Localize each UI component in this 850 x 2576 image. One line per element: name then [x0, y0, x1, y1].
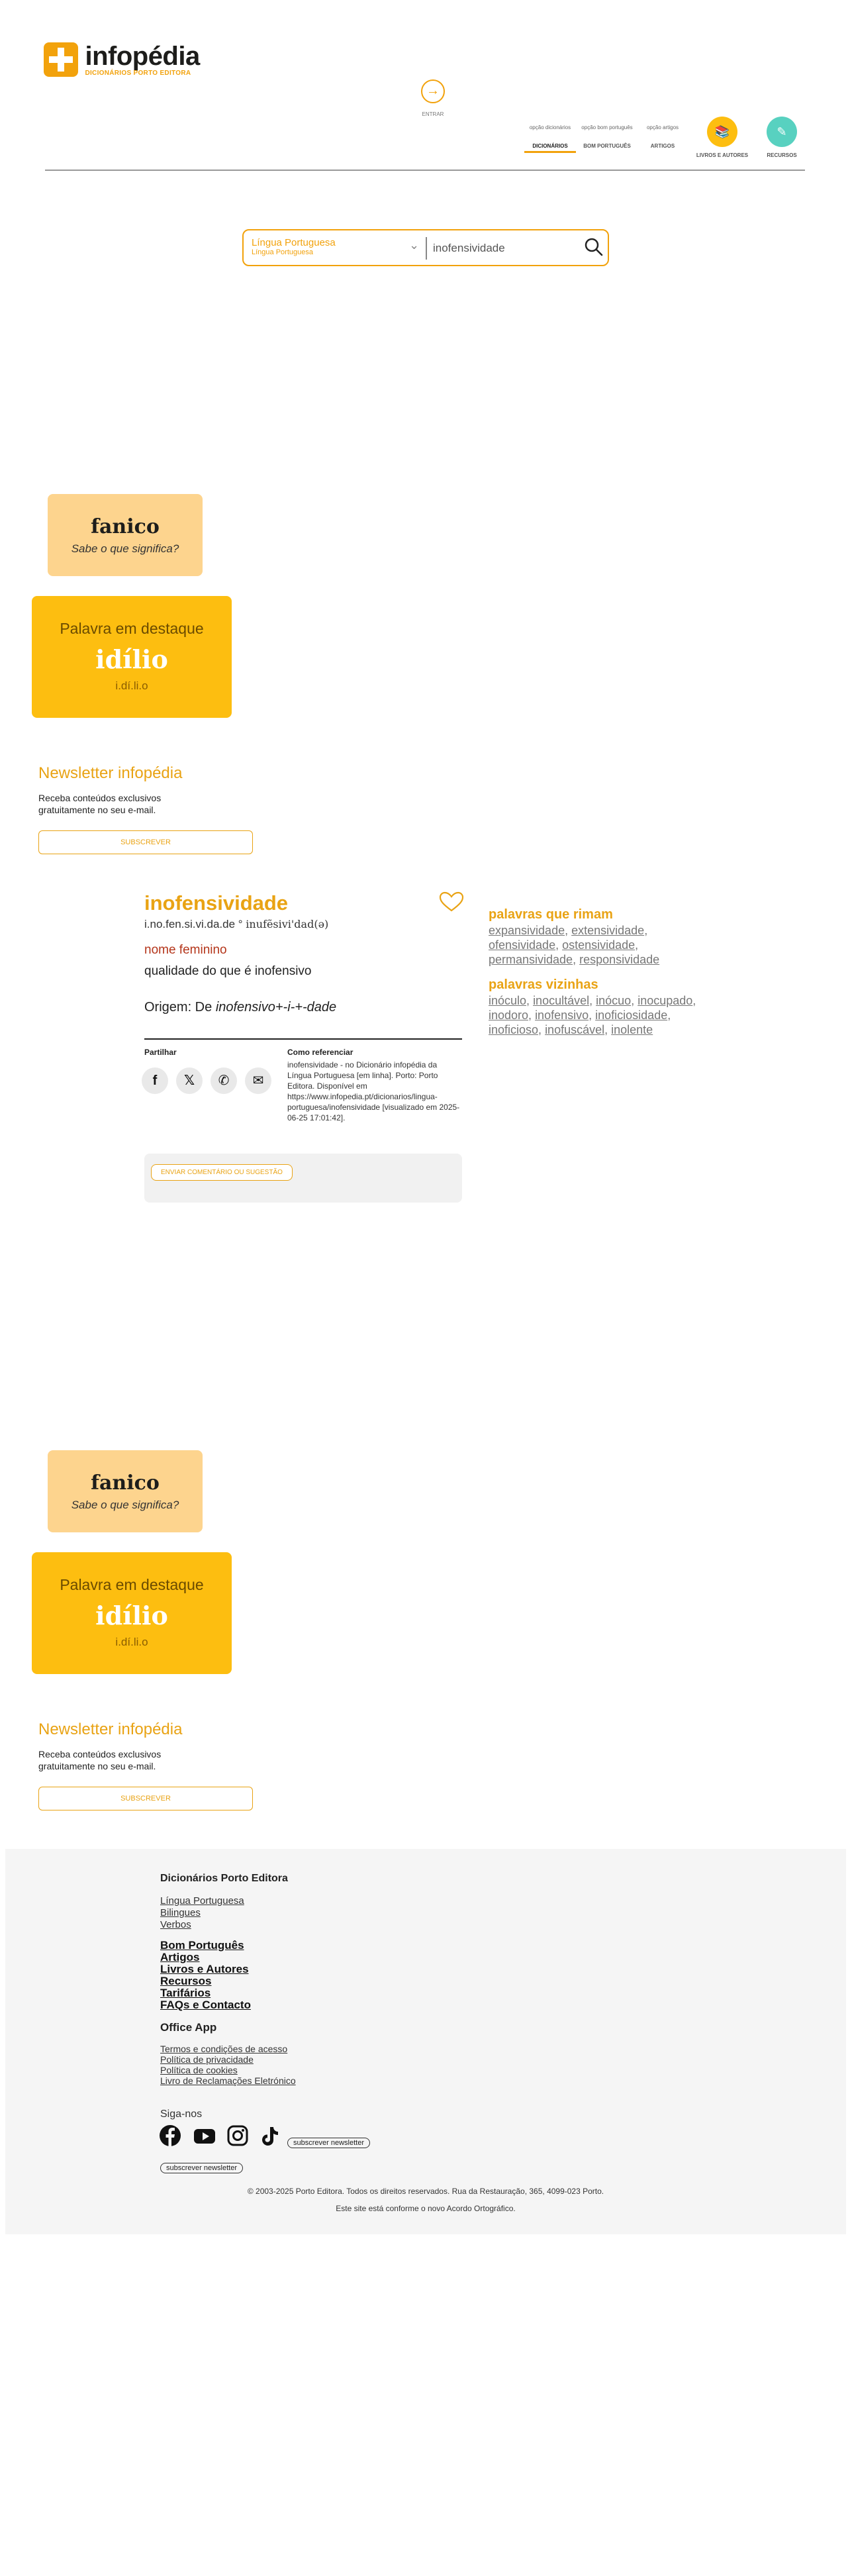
send-comment-button[interactable]: ENVIAR COMENTÁRIO OU SUGESTÃO [151, 1164, 293, 1181]
footer-link-cookies[interactable]: Política de cookies [160, 2065, 238, 2075]
logo[interactable] [44, 42, 200, 77]
neighbor-link[interactable]: inofuscável [545, 1023, 605, 1036]
quiz-word: fanico [91, 515, 160, 538]
highlight-title: Palavra em destaque [60, 620, 204, 637]
language-selected: Língua Portuguesa [252, 237, 336, 248]
orthography-note: Este site está conforme o novo Acordo Ortográfico. [336, 2204, 516, 2213]
highlight-word: idílio [95, 644, 168, 674]
articles-icon: opção artigos [646, 124, 679, 130]
tab-label: DICIONÁRIOS [524, 143, 576, 153]
tab-label: BOM PORTUGUÊS [583, 143, 631, 149]
neighbors-title: palavras vizinhas [489, 977, 598, 992]
dictionary-icon: opção dicionários [529, 124, 571, 130]
copyright: © 2003-2025 Porto Editora. Todos os direitos reservados. Rua da Restauração, 365, 4099-023 Porto. [247, 2187, 604, 2196]
email-icon[interactable]: ✉ [245, 1067, 271, 1094]
pronunciation: inufẽsivi'dad(ə) [246, 918, 329, 930]
bom-portugues-icon: opção bom português [581, 124, 633, 130]
footer-link-privacy[interactable]: Política de privacidade [160, 2054, 254, 2065]
rhyme-link[interactable]: expansividade [489, 924, 565, 937]
etymology-label: Origem: De [144, 1000, 212, 1015]
entry-headword: inofensividade [144, 891, 289, 915]
footer-link-tarifarios[interactable]: Tarifários [160, 1987, 211, 1999]
footer-link-bom-portugues[interactable]: Bom Português [160, 1939, 244, 1952]
chevron-down-icon[interactable]: ⌄ [409, 238, 420, 252]
grammatical-category: nome feminino [144, 943, 227, 957]
tab-dicionarios[interactable] [524, 124, 576, 153]
rhyme-link[interactable]: ofensividade [489, 938, 556, 952]
neighbor-link[interactable]: inóculo [489, 994, 527, 1007]
neighbor-link[interactable]: inofensivo [535, 1009, 589, 1022]
neighbor-link[interactable]: inocultável [533, 994, 590, 1007]
rhyme-link[interactable]: responsividade [579, 953, 660, 966]
heart-icon[interactable] [438, 891, 465, 913]
youtube-icon[interactable] [193, 2124, 216, 2147]
subscribe-button[interactable]: SUBSCREVER [38, 830, 253, 854]
definition: qualidade do que é inofensivo [144, 964, 312, 978]
highlight-title: Palavra em destaque [60, 1576, 204, 1593]
facebook-icon[interactable]: f [142, 1067, 168, 1094]
neighbor-link[interactable]: inodoro [489, 1009, 529, 1022]
footer-link-faqs[interactable]: FAQs e Contacto [160, 1999, 251, 2011]
nav-livros-autores[interactable]: LIVROS E AUTORES [696, 152, 749, 158]
quiz-prompt: Sabe o que significa? [71, 542, 179, 555]
entry-divider [144, 1038, 462, 1040]
tab-label: ARTIGOS [650, 143, 675, 149]
footer-link-livros-autores[interactable]: Livros e Autores [160, 1963, 249, 1975]
enter-label[interactable]: ENTRAR [422, 111, 444, 117]
instagram-icon[interactable] [226, 2124, 249, 2147]
neighbors-list: inóculo, inocultável, inócuo, inocupado, inodoro, inofensivo, inoficiosidade, inoficioso, inofuscável, inolente [489, 994, 696, 1036]
logo-cross-icon [44, 42, 78, 77]
header-divider [45, 170, 805, 171]
books-icon[interactable]: 📚 [707, 117, 737, 147]
footer-link-complaints[interactable]: Livro de Reclamações Eletrónico [160, 2075, 296, 2086]
search-separator [426, 237, 427, 260]
syllables: i.no.fen.si.vi.da.de [144, 918, 236, 930]
neighbor-link[interactable]: inoficioso [489, 1023, 539, 1036]
nav-recursos[interactable]: RECURSOS [767, 152, 797, 158]
newsletter-title: Newsletter infopédia [38, 764, 183, 782]
neighbor-link[interactable]: inoficiosidade [595, 1009, 668, 1022]
logo-subtitle: DICIONÁRIOS PORTO EDITORA [85, 69, 191, 77]
highlight-word-card[interactable] [32, 596, 232, 718]
tab-bom-portugues[interactable] [581, 124, 633, 149]
rhyme-link[interactable]: permansividade [489, 953, 573, 966]
footer-link-lingua-portuguesa[interactable]: Língua Portuguesa [160, 1895, 244, 1907]
neighbor-link[interactable]: inócuo [596, 994, 632, 1007]
highlight-syllables: i.dí.li.o [115, 1636, 148, 1648]
tab-artigos[interactable] [637, 124, 688, 149]
newsletter-text: Receba conteúdos exclusivos gratuitamente no seu e-mail. [38, 793, 162, 815]
highlight-word: idílio [95, 1601, 168, 1630]
newsletter-title: Newsletter infopédia [38, 1720, 183, 1738]
resources-icon[interactable]: ✎ [767, 117, 797, 147]
neighbor-link[interactable]: inocupado [638, 994, 693, 1007]
subscribe-newsletter-button[interactable]: subscrever newsletter [160, 2163, 243, 2173]
neighbor-link[interactable]: inolente [611, 1023, 653, 1036]
search-bar [242, 229, 609, 266]
highlight-syllables: i.dí.li.o [115, 679, 148, 692]
pronunciation-separator: ° [238, 918, 246, 930]
share-title: Partilhar [144, 1048, 177, 1057]
language-secondary: Língua Portuguesa [252, 248, 313, 256]
footer-link-artigos[interactable]: Artigos [160, 1951, 200, 1963]
syllabification [144, 918, 328, 931]
tiktok-icon[interactable] [258, 2124, 281, 2147]
subscribe-newsletter-link[interactable]: subscrever newsletter [287, 2138, 370, 2148]
footer-dict-title: Dicionários Porto Editora [160, 1873, 288, 1884]
footer-link-verbos[interactable]: Verbos [160, 1919, 191, 1930]
highlight-word-card[interactable] [32, 1552, 232, 1674]
rhyme-link[interactable]: ostensividade [562, 938, 636, 952]
search-icon[interactable] [583, 236, 605, 258]
comment-panel [144, 1154, 462, 1203]
rhymes-title: palavras que rimam [489, 907, 613, 922]
x-icon[interactable]: 𝕏 [176, 1067, 203, 1094]
word-quiz-card[interactable] [48, 1450, 203, 1532]
etymology-value: inofensivo+-i-+-dade [215, 1000, 337, 1015]
enter-icon[interactable]: → [421, 79, 445, 103]
follow-title: Siga-nos [160, 2108, 203, 2120]
logo-name: infopédia [85, 41, 200, 71]
reference-text: inofensividade - no Dicionário infopédia da Língua Portuguesa [em linha]. Porto: Porto Editora. Disponível em https://www.infopedia.pt/dicionarios/lingua-portuguesa/inofensividade [visualizado em 2025-06-25 17:01:42]. [287, 1060, 460, 1122]
subscribe-button[interactable]: SUBSCREVER [38, 1787, 253, 1810]
reference-title: Como referenciar [287, 1048, 354, 1057]
whatsapp-icon[interactable]: ✆ [211, 1067, 237, 1094]
quiz-word: fanico [91, 1471, 160, 1495]
language-select[interactable] [252, 237, 424, 256]
word-quiz-card[interactable] [48, 494, 203, 576]
newsletter-text: Receba conteúdos exclusivos gratuitamente no seu e-mail. [38, 1749, 162, 1771]
footer-link-recursos[interactable]: Recursos [160, 1975, 212, 1987]
search-input[interactable] [433, 237, 572, 260]
footer-office-app[interactable]: Office App [160, 2021, 217, 2034]
footer-link-terms[interactable]: Termos e condições de acesso [160, 2044, 288, 2054]
rhyme-link[interactable]: extensividade [571, 924, 645, 937]
footer-link-bilingues[interactable]: Bilingues [160, 1907, 201, 1918]
quiz-prompt: Sabe o que significa? [71, 1499, 179, 1511]
rhymes-list: expansividade, extensividade, ofensividade, ostensividade, permansividade, responsividade [489, 924, 660, 966]
etymology [144, 1000, 336, 1015]
footer [5, 1849, 846, 2234]
facebook-icon[interactable] [159, 2124, 181, 2147]
